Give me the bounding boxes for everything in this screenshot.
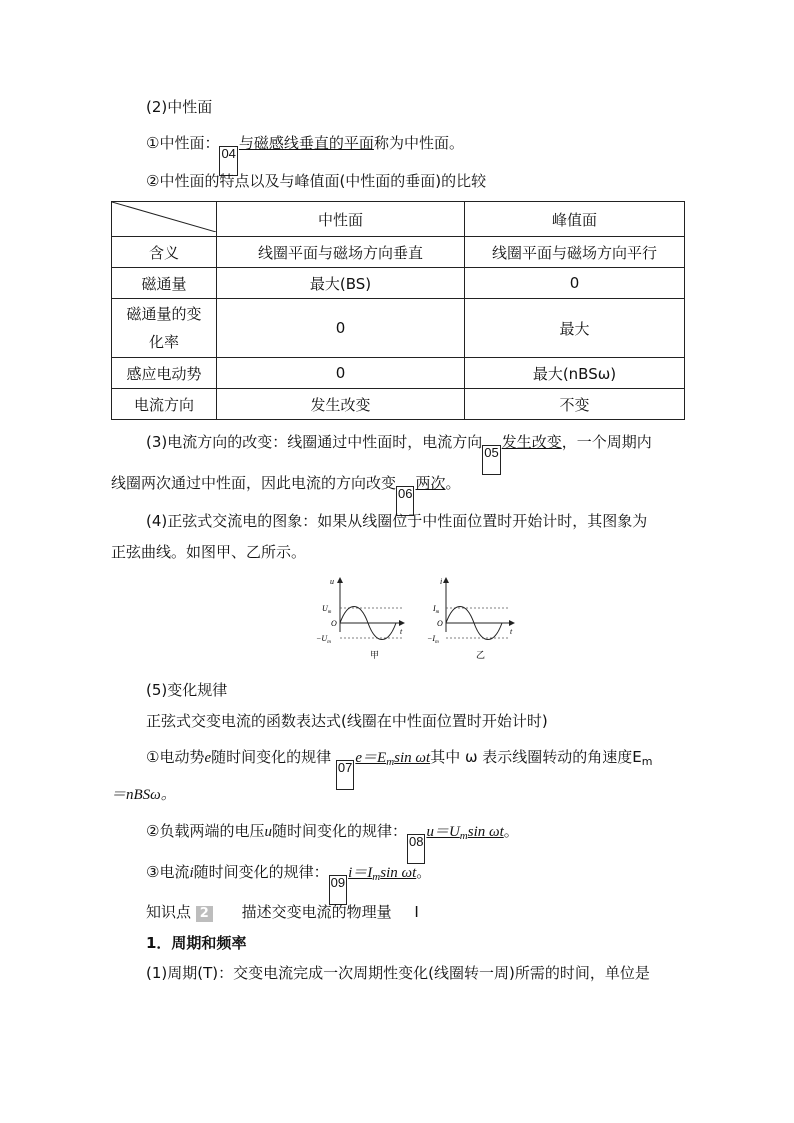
function-expression-intro: 正弦式交变电流的函数表达式(线圈在中性面位置时开始计时)	[146, 712, 548, 730]
row-label: 含义	[112, 237, 217, 268]
item1-suffix: 称为中性面。	[373, 134, 464, 152]
table-row	[112, 358, 685, 389]
cell-peak: 最大	[465, 299, 685, 358]
current-end: 。	[416, 863, 432, 881]
header-peak: 峰值面	[465, 202, 685, 237]
sine-graph-text-line1: (4)正弦式交流电的图象：如果从线圈位于中性面位置时开始计时，其图象为	[146, 512, 648, 530]
emf-after-sub: m	[641, 755, 653, 768]
row-label-line1: 磁通量的变	[126, 305, 202, 323]
svg-text:−Um	[316, 634, 331, 645]
caption-jia: 甲	[370, 651, 380, 661]
current-var: i	[189, 865, 194, 881]
graph-voltage	[316, 577, 403, 661]
cell-peak: 线圈平面与磁场方向平行	[465, 237, 685, 268]
sine-graph-text-line2: 正弦曲线。如图甲、乙所示。	[111, 543, 307, 561]
cell-neutral: 发生改变	[217, 389, 465, 420]
origin-label: O	[437, 619, 443, 628]
section-heading-variation-law: (5)变化规律	[146, 681, 228, 699]
knowledge-label: 知识点	[146, 903, 192, 921]
origin-label: O	[331, 619, 337, 628]
current-direction-line1	[146, 432, 652, 475]
x-axis-label: t	[510, 627, 513, 636]
emf-formula-sub: m	[386, 756, 395, 768]
section-heading-neutral-plane: (2)中性面	[146, 98, 213, 116]
current-formula-sub: m	[372, 871, 381, 883]
section3-line2-prefix: 线圈两次通过中性面，因此电流的方向改变	[111, 474, 397, 492]
cell-neutral: 0	[217, 358, 465, 389]
emf-after: 其中 ω 表示线圈转动的角速度E	[430, 748, 642, 766]
answer-box-04[interactable]: 04	[219, 146, 237, 176]
period-definition: (1)周期(T)：交变电流完成一次周期性变化(线圈转一周)所需的时间，单位是	[146, 964, 650, 982]
sine-graphs-figure	[300, 572, 530, 664]
answer-06: 两次	[415, 474, 446, 492]
emf-law-line1	[146, 747, 652, 790]
table-row	[112, 237, 685, 268]
max-label-sub: m	[435, 610, 440, 615]
knowledge-point-heading	[146, 902, 419, 923]
row-label-line2: 化率	[148, 333, 179, 351]
cell-peak: 0	[465, 268, 685, 299]
min-label: −U	[316, 634, 328, 643]
period-frequency-heading: 1．周期和频率	[146, 934, 247, 952]
section3-prefix: (3)电流方向的改变：线圈通过中性面时，电流方向	[146, 433, 483, 451]
svg-text:Um	[322, 604, 332, 615]
voltage-formula-tail: sin ωt	[467, 824, 504, 840]
emf-var: e	[204, 750, 212, 766]
answer-09	[348, 865, 416, 881]
current-law	[146, 862, 431, 905]
table-row	[112, 268, 685, 299]
knowledge-title: 描述交变电流的物理量	[241, 903, 392, 921]
row-label	[112, 299, 217, 358]
emf-law-line2: ＝nBSω。	[111, 787, 176, 803]
max-label-sub: m	[327, 610, 332, 615]
cell-neutral: 线圈平面与磁场方向垂直	[217, 237, 465, 268]
table-row	[112, 299, 685, 358]
knowledge-level: Ⅰ	[414, 905, 419, 921]
row-label: 磁通量	[112, 268, 217, 299]
current-formula-tail: sin ωt	[380, 865, 417, 881]
voltage-mid: 随时间变化的规律：	[271, 822, 407, 840]
header-neutral: 中性面	[217, 202, 465, 237]
x-axis-label: t	[400, 627, 403, 636]
svg-text:Im	[432, 604, 440, 615]
max-label: I	[433, 604, 436, 613]
min-label: −I	[427, 634, 436, 643]
max-label: U	[322, 604, 328, 613]
section3-line2-suffix: 。	[445, 474, 461, 492]
svg-text:−Im	[427, 634, 439, 645]
answer-04: 与磁感线垂直的平面	[238, 134, 374, 152]
answer-box-05[interactable]: 05	[482, 445, 500, 475]
emf-formula-tail: sin ωt	[394, 750, 431, 766]
section3-middle: ，一个周期内	[561, 433, 652, 451]
cell-peak: 不变	[465, 389, 685, 420]
answer-08	[426, 824, 503, 840]
voltage-prefix: ②负载两端的电压	[146, 822, 265, 840]
current-direction-line2	[111, 473, 461, 516]
voltage-end: 。	[503, 822, 519, 840]
diagonal-line	[112, 202, 216, 232]
min-label-sub: m	[327, 640, 331, 645]
min-label-sub: m	[435, 640, 439, 645]
comparison-table	[111, 201, 685, 420]
cell-neutral: 最大(BS)	[217, 268, 465, 299]
y-axis-label: i	[440, 577, 443, 586]
emf-formula: e＝E	[355, 750, 387, 766]
cell-neutral: 0	[217, 299, 465, 358]
voltage-formula-sub: m	[459, 830, 468, 842]
row-label: 感应电动势	[112, 358, 217, 389]
current-mid: 随时间变化的规律：	[193, 863, 329, 881]
diagonal-header-cell	[112, 202, 217, 237]
answer-box-07[interactable]: 07	[336, 760, 354, 790]
answer-box-08[interactable]: 08	[407, 834, 425, 864]
answer-box-09[interactable]: 09	[329, 875, 347, 905]
comparison-intro: ②中性面的特点以及与峰值面(中性面的垂面)的比较	[146, 172, 487, 190]
emf-mid: 随时间变化的规律	[211, 748, 332, 766]
table-header-row	[112, 202, 685, 237]
voltage-law	[146, 821, 519, 864]
emf-prefix: ①电动势	[146, 748, 205, 766]
voltage-var: u	[264, 824, 272, 840]
graph-current	[427, 577, 513, 661]
knowledge-number-badge: 2	[196, 906, 213, 922]
voltage-formula: u＝U	[426, 824, 460, 840]
answer-07	[355, 750, 430, 766]
item1-prefix: ①中性面：	[146, 134, 220, 152]
y-axis-label: u	[330, 577, 334, 586]
table-row	[112, 389, 685, 420]
current-prefix: ③电流	[146, 863, 190, 881]
neutral-plane-definition	[146, 133, 464, 176]
answer-box-06[interactable]: 06	[396, 486, 414, 516]
current-formula: i＝I	[348, 865, 373, 881]
row-label: 电流方向	[112, 389, 217, 420]
caption-yi: 乙	[476, 651, 486, 661]
cell-peak: 最大(nBSω)	[465, 358, 685, 389]
answer-05: 发生改变	[501, 433, 562, 451]
